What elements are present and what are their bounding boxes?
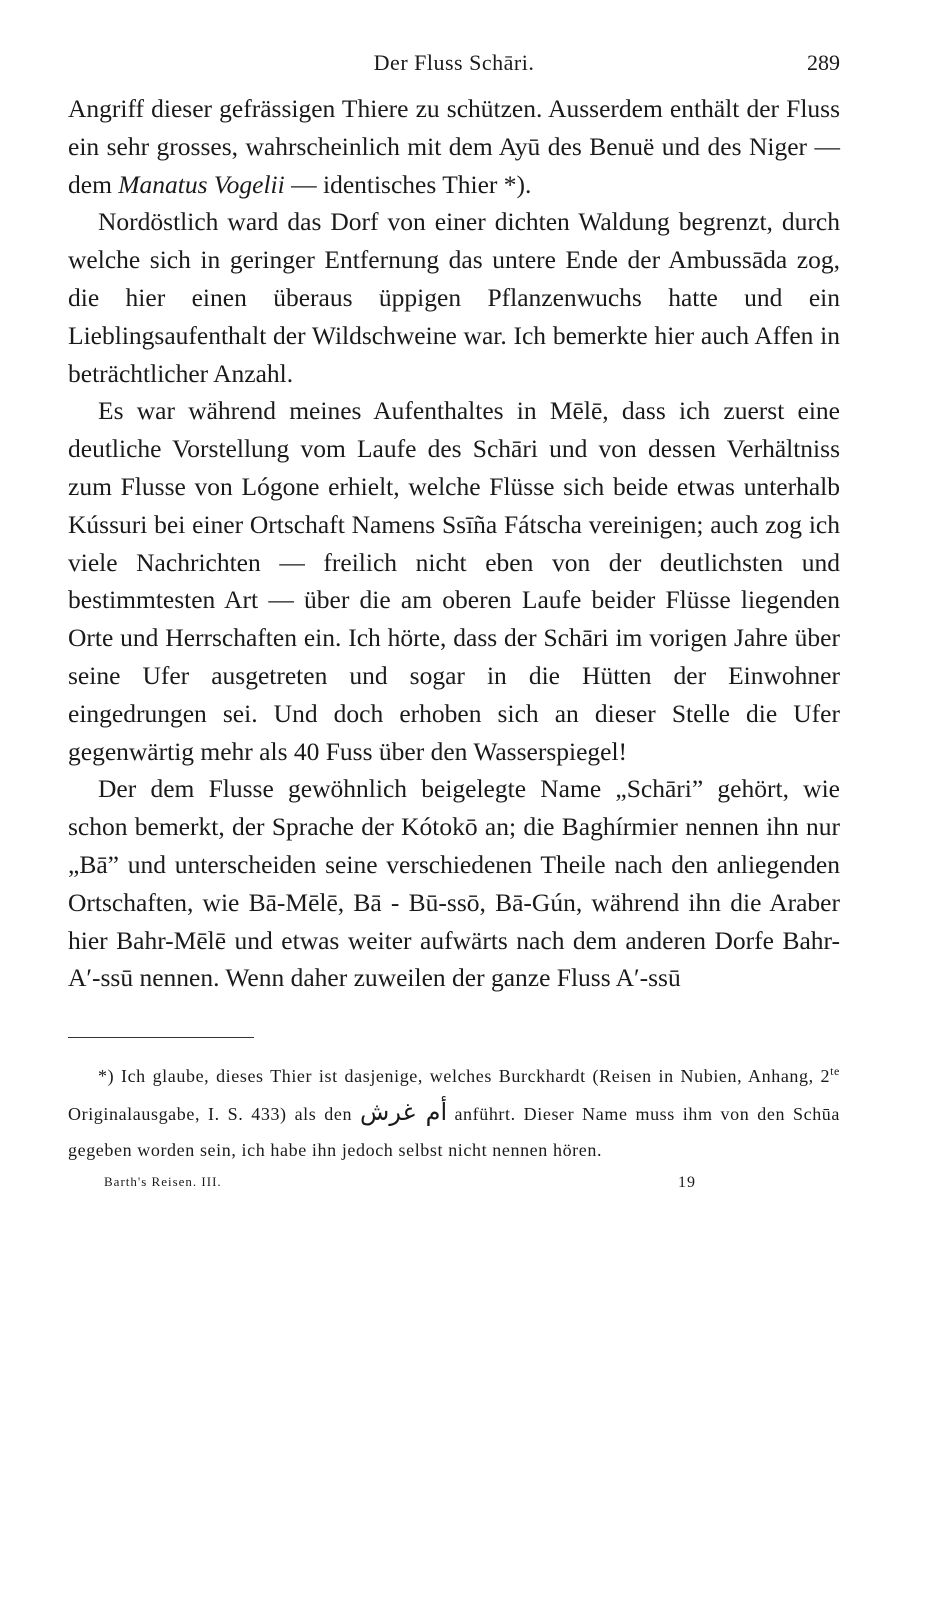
paragraph-1-after: — identisches Thier *).: [284, 169, 532, 199]
footnote: [68, 1058, 840, 1168]
footnote-superscript: te: [830, 1064, 840, 1079]
body-text: [68, 90, 840, 997]
arabic-word: أم غرش: [360, 1098, 448, 1127]
paragraph-1-before: Angriff dieser gefrässigen Thiere zu schützen. Ausserdem enthält der Fluss ein sehr grosses, wahrscheinlich mit dem Ayū des Benuë und des Niger — dem: [68, 94, 840, 199]
footnote-part-1: *) Ich glaube, dieses Thier ist dasjenige, welches Burckhardt (Reisen in Nubien, Anhang, 2: [98, 1066, 831, 1087]
running-head: [68, 50, 840, 90]
signature-number: 19: [678, 1174, 696, 1192]
signature-line: [68, 1174, 840, 1204]
paragraph-4: Der dem Flusse gewöhnlich beigelegte Name „Schāri” gehört, wie schon bemerkt, der Sprache der Kótokō an; die Baghírmier nennen ihn nur „Bā” und unterscheiden seine verschiedenen Theile nach den anliegenden Ortschaften, wie Bā-Mēlē, Bā - Bū-ssō, Bā-Gún, während ihn die Araber hier Bahr-Mēlē und etwas weiter aufwärts nach dem anderen Dorfe Bahr-A′-ssū nennen. Wenn daher zuweilen der ganze Fluss A′-ssū: [68, 774, 840, 993]
page-number: 289: [807, 50, 840, 75]
running-title: Der Fluss Schāri.: [373, 50, 535, 75]
footnote-part-2: Originalausgabe, I. S. 433) als den: [68, 1104, 361, 1125]
footnote-part-3: anführt. Dieser Name muss ihm von den Schūa gegeben worden sein, ich habe ihn jedoch selbst nicht nennen hören.: [68, 1104, 840, 1161]
signature-mark: Barth's Reisen. III.: [104, 1174, 222, 1190]
paragraph-2: Nordöstlich ward das Dorf von einer dichten Waldung begrenzt, durch welche sich in geringer Entfernung das untere Ende der Ambussāda zog, die hier einen überaus üppigen Pflanzenwuchs hatte und ein Lieblingsaufenthalt der Wildschweine war. Ich bemerkte hier auch Affen in beträchtlicher Anzahl.: [68, 207, 840, 388]
paragraph-1: [68, 90, 840, 203]
paragraph-3: Es war während meines Aufenthaltes in Mēlē, dass ich zuerst eine deutliche Vorstellung vom Laufe des Schāri und von dessen Verhältniss zum Flusse von Lógone erhielt, welche Flüsse sich beide etwas unterhalb Kússuri bei einer Ortschaft Namens Ssīña Fátscha vereinigen; auch zog ich viele Nachrichten — freilich nicht eben von der deutlichsten und bestimmtesten Art — über die am oberen Laufe beider Flüsse liegenden Orte und Herrschaften ein. Ich hörte, dass der Schāri im vorigen Jahre über seine Ufer ausgetreten und sogar in die Hütten der Einwohner eingedrungen sei. Und doch erhoben sich an dieser Stelle die Ufer gegenwärtig mehr als 40 Fuss über den Wasserspiegel!: [68, 396, 840, 766]
book-page: [68, 50, 840, 1204]
footnote-text: [68, 1058, 840, 1168]
taxon-name: Manatus Vogelii: [118, 169, 285, 199]
footnote-divider: [68, 1037, 254, 1038]
